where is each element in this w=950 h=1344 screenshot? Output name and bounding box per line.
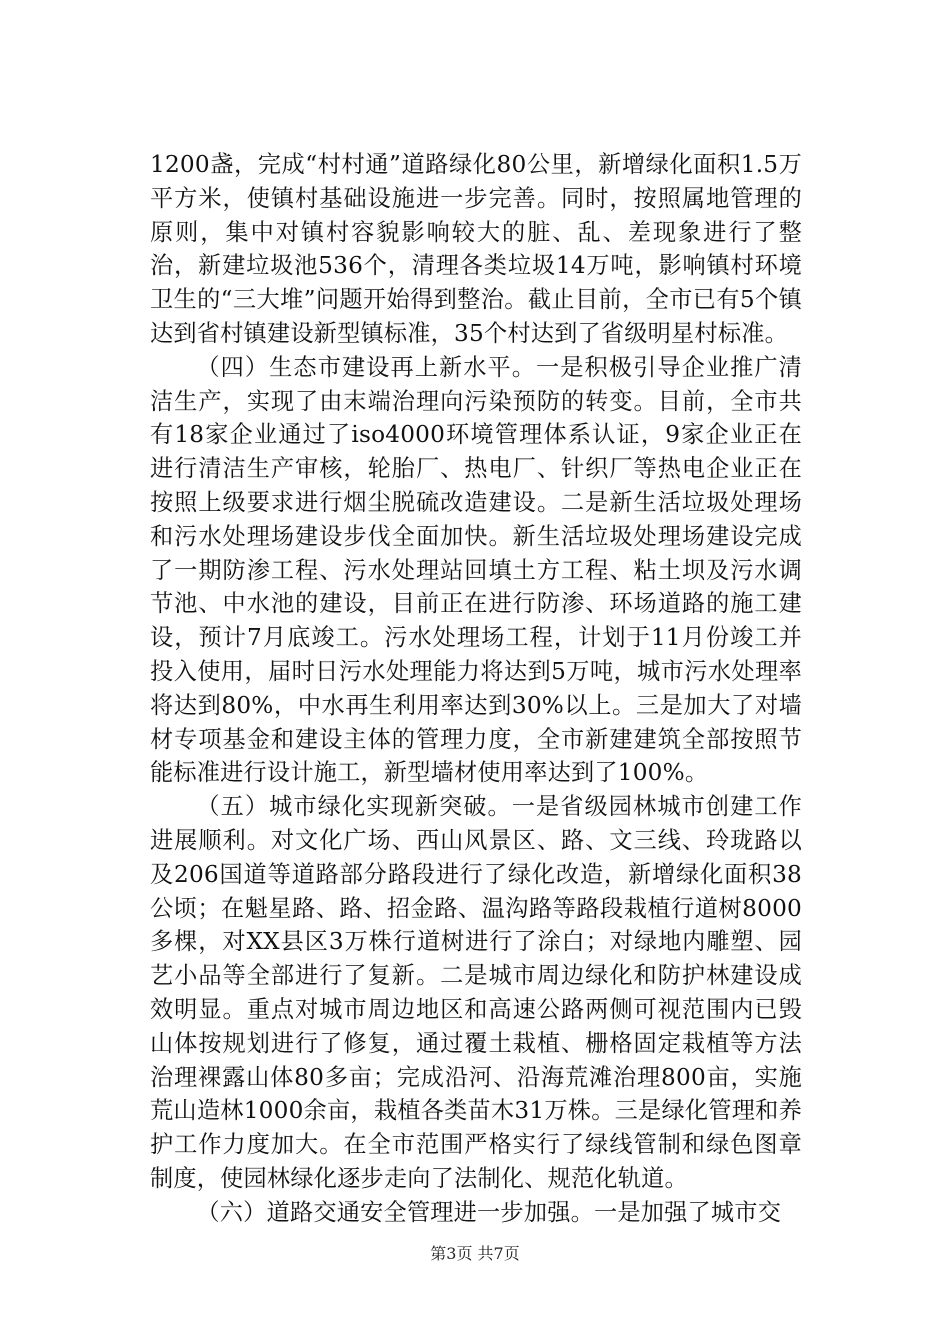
paragraph-continuation: 1200盏，完成“村村通”道路绿化80公里，新增绿化面积1.5万平方米，使镇村基础设施进一步完善。同时，按照属地管理的原则，集中对镇村容貌影响较大的脏、乱、差现象进行了整治，新建垃圾池536个，清理各类垃圾14万吨，影响镇村环境卫生的“三大堆”问题开始得到整治。截止目前，全市已有5个镇达到省村镇建设新型镇标准，35个村达到了省级明星村标准。 bbox=[150, 151, 802, 347]
document-body bbox=[150, 148, 802, 1230]
paragraph-urban-greening: （五）城市绿化实现新突破。一是省级园林城市创建工作进展顺利。对文化广场、西山风景区、路、文三线、玲珑路以及206国道等道路部分路段进行了绿化改造，新增绿化面积38公顷；在魁星路、路、招金路、温沟路等路段栽植行道树8000多棵，对XX县区3万株行道树进行了涂白；对绿地内雕塑、园艺小品等全部进行了复新。二是城市周边绿化和防护林建设成效明显。重点对城市周边地区和高速公路两侧可视范围内已毁山体按规划进行了修复，通过覆土栽植、栅格固定栽植等方法治理裸露山体80多亩；完成沿河、沿海荒滩治理800亩，实施荒山造林1000余亩，栽植各类苗木31万株。三是绿化管理和养护工作力度加大。在全市范围严格实行了绿线管制和绿色图章制度，使园林绿化逐步走向了法制化、规范化轨道。 bbox=[150, 793, 802, 1192]
paragraph-road-traffic: （六）道路交通安全管理进一步加强。一是加强了城市交 bbox=[196, 1198, 782, 1226]
paragraph-ecological-city: （四）生态市建设再上新水平。一是积极引导企业推广清洁生产，实现了由末端治理向污染预防的转变。目前，全市共有18家企业通过了iso4000环境管理体系认证，9家企业正在进行清洁生产审核，轮胎厂、热电厂、针织厂等热电企业正在按照上级要求进行烟尘脱硫改造建设。二是新生活垃圾处理场和污水处理场建设步伐全面加快。新生活垃圾处理场建设完成了一期防渗工程、污水处理站回填土方工程、粘土坝及污水调节池、中水池的建设，目前正在进行防渗、环场道路的施工建设，预计7月底竣工。污水处理场工程，计划于11月份竣工并投入使用，届时日污水处理能力将达到5万吨，城市污水处理率将达到80%，中水再生利用率达到30%以上。三是加大了对墙材专项基金和建设主体的管理力度，全市新建建筑全部按照节能标准进行设计施工，新型墙材使用率达到了100%。 bbox=[150, 353, 802, 787]
page-number-footer: 第3页 共7页 bbox=[430, 1244, 520, 1263]
